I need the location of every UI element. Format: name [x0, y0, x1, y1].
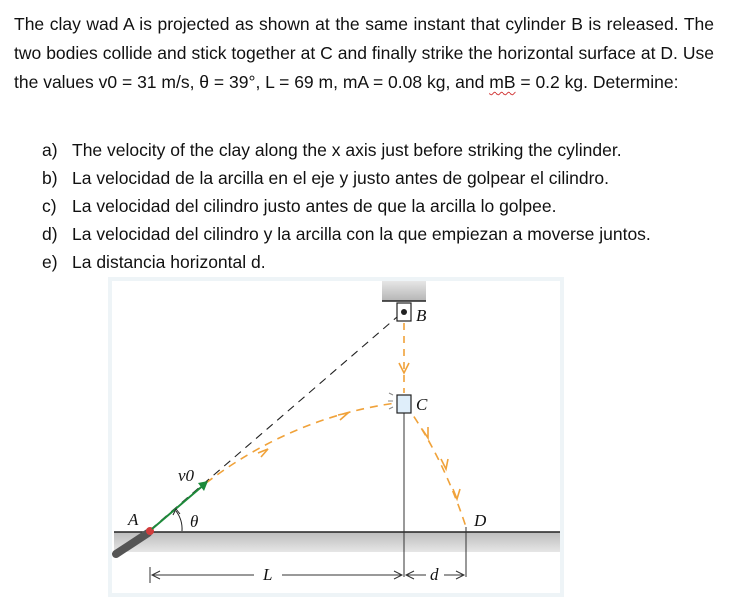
intro-text-part1: The clay wad A is projected as shown at the same instant that cylinder B is released. The two bodies collide and stick together at C and finally strike the horizontal surface at D. Use the values v0 = 31 m/s, θ = 39°, L = 69 m, mA = 0.08 kg, and [14, 14, 714, 92]
question-c [42, 192, 722, 220]
label-v0: v0 [178, 466, 195, 485]
cylinder-b-pin [401, 309, 407, 315]
label-b: B [416, 306, 427, 325]
ceiling-support [382, 281, 426, 301]
question-text: La velocidad de la arcilla en el eje y justo antes de golpear el cilindro. [72, 168, 609, 188]
question-text: La velocidad del cilindro y la arcilla con la que empiezan a moverse juntos. [72, 224, 651, 244]
problem-figure [108, 277, 564, 597]
intro-text-part2: = 0.2 kg. Determine: [515, 72, 679, 92]
spellcheck-flagged-word[interactable]: mB [489, 72, 516, 92]
question-letter: d) [42, 224, 58, 244]
combined-body-c [397, 395, 411, 413]
figure-svg [108, 277, 564, 597]
question-letter: e) [42, 252, 58, 272]
label-d-distance: d [430, 565, 439, 584]
question-text: La distancia horizontal d. [72, 252, 266, 272]
label-theta: θ [190, 512, 199, 531]
label-l: L [263, 565, 273, 584]
question-d [42, 220, 722, 248]
question-a [42, 136, 722, 164]
label-a: A [128, 510, 139, 529]
question-letter: b) [42, 168, 58, 188]
label-d: D [474, 511, 487, 530]
question-letter: c) [42, 196, 57, 216]
question-text: The velocity of the clay along the x axis just before striking the cylinder. [72, 140, 622, 160]
question-letter: a) [42, 140, 58, 160]
ground-surface [114, 532, 560, 552]
question-b [42, 164, 722, 192]
label-c: C [416, 395, 428, 414]
problem-statement [14, 10, 714, 97]
question-e [42, 248, 722, 276]
question-list [42, 136, 722, 276]
question-text: La velocidad del cilindro justo antes de que la arcilla lo golpee. [72, 196, 557, 216]
